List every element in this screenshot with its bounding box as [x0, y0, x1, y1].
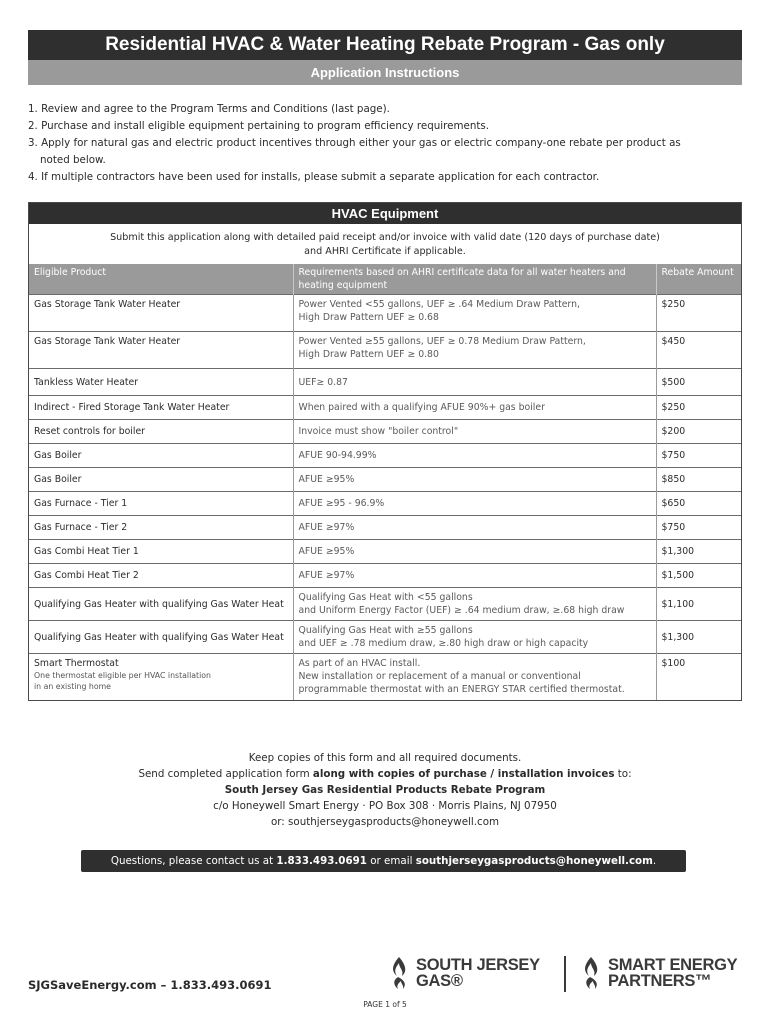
requirement-line: High Draw Pattern UEF ≥ 0.80 [298, 349, 439, 360]
product-cell: Gas Combi Heat Tier 2 [29, 564, 293, 588]
requirement-cell: AFUE ≥95% [293, 468, 656, 492]
logo-text [416, 957, 540, 989]
requirement-cell: AFUE ≥97% [293, 564, 656, 588]
footer-text: Send completed application form [138, 768, 313, 780]
table-row [29, 540, 741, 564]
equipment-note [29, 224, 741, 264]
rebate-cell: $250 [656, 396, 741, 420]
table-header-row [29, 264, 741, 295]
requirement-cell: When paired with a qualifying AFUE 90%+ gas boiler [293, 396, 656, 420]
program-name: South Jersey Gas Residential Products Rebate Program [224, 784, 546, 796]
contact-text: or email [366, 855, 416, 867]
rebate-cell: $1,100 [656, 588, 741, 621]
rebate-cell: $1,300 [656, 621, 741, 654]
submission-instructions [28, 750, 742, 830]
requirement-cell [293, 588, 656, 621]
footer-emphasis: along with copies of purchase / installation invoices [312, 768, 615, 780]
table-row [29, 369, 741, 396]
product-cell: Gas Storage Tank Water Heater [29, 332, 293, 369]
table-row [29, 444, 741, 468]
product-cell: Indirect - Fired Storage Tank Water Heater [29, 396, 293, 420]
contact-text: . [652, 855, 657, 867]
contact-email[interactable]: southjerseygasproducts@honeywell.com [415, 855, 653, 867]
logo-line: GAS® [416, 972, 463, 990]
requirement-cell: UEF≥ 0.87 [293, 369, 656, 396]
requirement-line: New installation or replacement of a manual or conventional [298, 671, 581, 682]
flame-icon [580, 956, 602, 990]
table-row [29, 621, 741, 654]
requirement-line: Power Vented ≥55 gallons, UEF ≥ 0.78 Medium Draw Pattern, [298, 336, 586, 347]
rebate-cell: $200 [656, 420, 741, 444]
table-row [29, 588, 741, 621]
product-cell [29, 654, 293, 700]
requirement-line: Qualifying Gas Heat with <55 gallons [298, 592, 473, 603]
contact-phone[interactable]: 1.833.493.0691 [276, 855, 367, 867]
contact-bar [81, 850, 686, 872]
table-row [29, 654, 741, 700]
mailing-address: c/o Honeywell Smart Energy · PO Box 308 · Morris Plains, NJ 07950 [213, 800, 557, 812]
rebate-cell: $850 [656, 468, 741, 492]
requirement-line: Qualifying Gas Heat with ≥55 gallons [298, 625, 473, 636]
product-cell: Gas Combi Heat Tier 1 [29, 540, 293, 564]
product-cell: Gas Furnace - Tier 2 [29, 516, 293, 540]
logo-line: SMART ENERGY [608, 956, 738, 974]
product-cell: Qualifying Gas Heater with qualifying Gas Water Heat [29, 621, 293, 654]
hvac-equipment-section [28, 202, 742, 701]
instruction-item: 2. Purchase and install eligible equipment pertaining to program efficiency requirements. [28, 120, 490, 132]
rebate-cell: $250 [656, 295, 741, 332]
rebate-cell: $500 [656, 369, 741, 396]
rebate-cell: $450 [656, 332, 741, 369]
page-number: PAGE 1 of 5 [363, 1000, 407, 1009]
smart-energy-partners-logo [580, 956, 737, 990]
equipment-note-line: Submit this application along with detailed paid receipt and/or invoice with valid date (120 days of purchase date) [110, 232, 660, 243]
page-title: Residential HVAC & Water Heating Rebate Program - Gas only [28, 30, 742, 60]
requirement-line: and Uniform Energy Factor (UEF) ≥ .64 medium draw, ≥.68 high draw [298, 605, 625, 616]
product-cell: Gas Storage Tank Water Heater [29, 295, 293, 332]
product-note: in an existing home [34, 682, 111, 691]
requirement-cell [293, 654, 656, 700]
table-row [29, 332, 741, 369]
instruction-continuation: noted below. [40, 154, 106, 166]
requirement-cell: AFUE 90-94.99% [293, 444, 656, 468]
table-row [29, 516, 741, 540]
flame-icon [388, 956, 410, 990]
column-header-product: Eligible Product [29, 264, 293, 295]
requirement-line: and UEF ≥ .78 medium draw, ≥.80 high draw or high capacity [298, 638, 589, 649]
requirement-line: Power Vented <55 gallons, UEF ≥ .64 Medium Draw Pattern, [298, 299, 580, 310]
product-cell: Reset controls for boiler [29, 420, 293, 444]
south-jersey-gas-logo [388, 956, 540, 990]
website-phone-line[interactable]: SJGSaveEnergy.com – 1.833.493.0691 [28, 978, 272, 992]
table-row [29, 420, 741, 444]
requirement-cell: AFUE ≥97% [293, 516, 656, 540]
requirement-cell [293, 332, 656, 369]
product-name: Smart Thermostat [34, 658, 119, 669]
rebate-cell: $1,500 [656, 564, 741, 588]
product-cell: Gas Furnace - Tier 1 [29, 492, 293, 516]
footer-text: to: [614, 768, 632, 780]
instructions-list [28, 101, 742, 186]
product-cell: Gas Boiler [29, 444, 293, 468]
rebate-cell: $1,300 [656, 540, 741, 564]
product-cell: Qualifying Gas Heater with qualifying Gas Water Heat [29, 588, 293, 621]
product-cell: Gas Boiler [29, 468, 293, 492]
rebate-table [29, 264, 741, 700]
equipment-heading: HVAC Equipment [29, 203, 741, 224]
product-note: One thermostat eligible per HVAC installation [34, 671, 211, 680]
logo-divider [564, 956, 566, 992]
email-address[interactable]: or: southjerseygasproducts@honeywell.com [270, 816, 500, 828]
table-row [29, 468, 741, 492]
table-row [29, 295, 741, 332]
rebate-cell: $750 [656, 516, 741, 540]
requirement-cell [293, 295, 656, 332]
requirement-line: As part of an HVAC install. [298, 658, 421, 669]
logo-line: SOUTH JERSEY [416, 956, 540, 974]
requirement-cell: Invoice must show "boiler control" [293, 420, 656, 444]
table-row [29, 396, 741, 420]
logo-text [608, 957, 737, 989]
column-header-rebate: Rebate Amount [656, 264, 741, 295]
rebate-cell: $750 [656, 444, 741, 468]
table-row [29, 564, 741, 588]
table-row [29, 492, 741, 516]
instruction-item: 1. Review and agree to the Program Terms and Conditions (last page). [28, 103, 390, 115]
instruction-item: 4. If multiple contractors have been used for installs, please submit a separate application for each contractor. [28, 171, 600, 183]
footer-line: Keep copies of this form and all required documents. [248, 752, 522, 764]
requirement-line: programmable thermostat with an ENERGY STAR certified thermostat. [298, 684, 625, 695]
contact-text: Questions, please contact us at [110, 855, 277, 867]
equipment-note-line: and AHRI Certificate if applicable. [304, 246, 466, 257]
instruction-text: 3. Apply for natural gas and electric product incentives through either your gas or electric company-one rebate per product as [28, 137, 681, 149]
logo-line: PARTNERS™ [608, 972, 712, 990]
rebate-cell: $100 [656, 654, 741, 700]
column-header-requirements: Requirements based on AHRI certificate data for all water heaters and heating equipment [293, 264, 656, 295]
instruction-item [28, 135, 742, 169]
requirement-cell: AFUE ≥95 - 96.9% [293, 492, 656, 516]
rebate-cell: $650 [656, 492, 741, 516]
section-subtitle: Application Instructions [28, 60, 742, 85]
requirement-line: High Draw Pattern UEF ≥ 0.68 [298, 312, 439, 323]
requirement-cell [293, 621, 656, 654]
footer-line [28, 766, 742, 782]
product-cell: Tankless Water Heater [29, 369, 293, 396]
requirement-cell: AFUE ≥95% [293, 540, 656, 564]
